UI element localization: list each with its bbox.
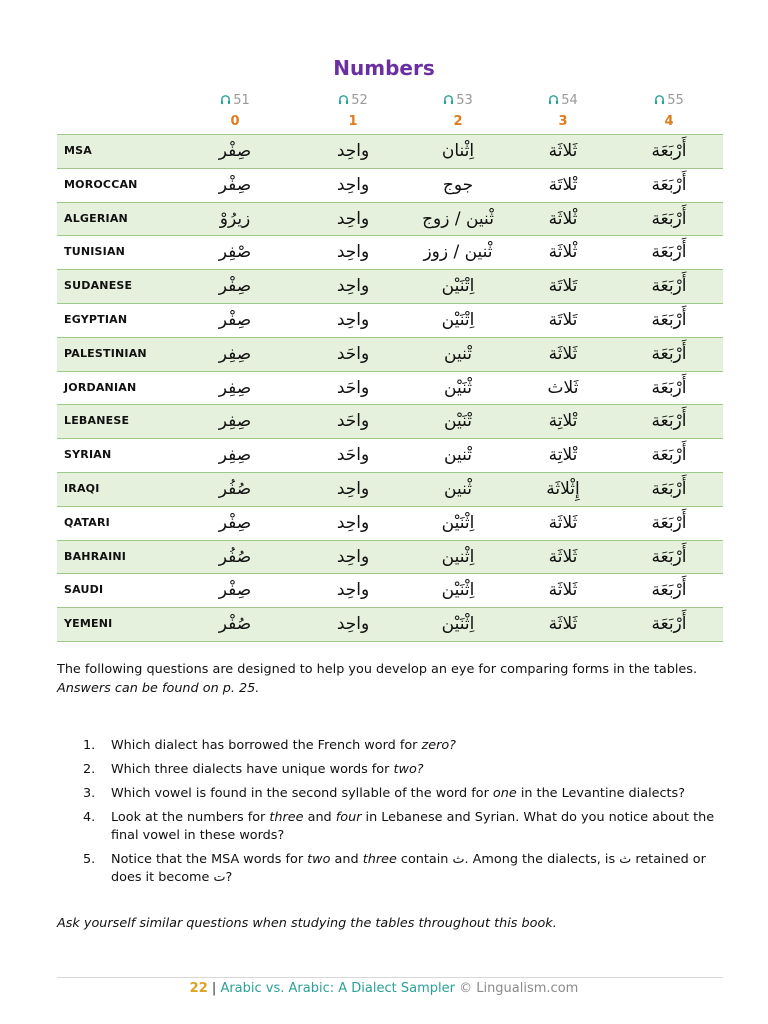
arabic-word: أَرْبَعَة: [651, 478, 687, 499]
headphones-icon: [338, 94, 349, 109]
arabic-word: واحِد: [336, 309, 370, 330]
question-text: contain ث. Among the dialects, is ث retained or does it become ت?: [111, 852, 706, 885]
copyright: © Lingualism.com: [459, 981, 579, 996]
arabic-word: صِفِر: [218, 411, 252, 432]
audio-track-1[interactable]: [323, 93, 383, 109]
arabic-word: أَرْبَعَة: [651, 411, 687, 432]
arabic-word: صِفِر: [218, 343, 252, 364]
page-title: Numbers: [333, 56, 435, 80]
arabic-word: ثْلاثَة: [548, 208, 578, 229]
intro-line: The following questions are designed to help you develop an eye for comparing forms in the tables.: [57, 662, 698, 677]
question-text: Which three dialects have unique words for: [111, 762, 394, 777]
column-number: 2: [453, 114, 463, 129]
arabic-word: واحِد: [336, 174, 370, 195]
arabic-word: أَرْبَعَة: [651, 276, 687, 297]
arabic-word: اِثْنَيْن: [441, 580, 475, 601]
arabic-word: ثَلاث: [547, 377, 579, 398]
arabic-word: تْلاتَة: [548, 174, 578, 195]
arabic-word: تْنين: [444, 343, 472, 364]
arabic-word: اِتْنَيْن: [441, 276, 475, 297]
arabic-word: صْفِر: [218, 242, 252, 263]
question-item: [57, 851, 737, 887]
table-row: [57, 135, 723, 169]
arabic-word: ثْنين / زوز: [423, 242, 493, 263]
arabic-word: واحَد: [336, 411, 370, 432]
arabic-word: صُفْر: [218, 614, 252, 635]
table-row: [57, 541, 723, 575]
dialect-name: PALESTINIAN: [64, 346, 147, 360]
column-number: 1: [348, 114, 358, 129]
table-row: [57, 169, 723, 203]
question-text: Which dialect has borrowed the French word for: [111, 738, 422, 753]
arabic-word: صِفْر: [218, 309, 252, 330]
question-item: [57, 737, 737, 755]
question-emphasis: four: [335, 810, 362, 825]
dialect-name: LEBANESE: [64, 414, 130, 428]
arabic-word: ثَلاثَة: [548, 614, 578, 635]
question-emphasis: zero?: [421, 738, 456, 753]
arabic-word: صِفْر: [218, 174, 252, 195]
arabic-word: ثَلاثَة: [548, 343, 578, 364]
arabic-word: ثْنَيْن: [444, 377, 472, 398]
dialect-name: QATARI: [64, 515, 110, 529]
arabic-word: واحِد: [336, 614, 370, 635]
arabic-word: تْلاتِة: [548, 411, 578, 432]
dialect-name: IRAQI: [64, 481, 100, 495]
question-text: in the Levantine dialects?: [516, 786, 686, 801]
arabic-word: أَرْبَعَة: [651, 377, 687, 398]
question-text: Look at the numbers for: [111, 810, 270, 825]
audio-track-number: 52: [351, 93, 368, 108]
arabic-word: واحِد: [336, 276, 370, 297]
arabic-word: ثْنين: [444, 478, 472, 499]
audio-track-number: 55: [667, 93, 684, 108]
arabic-word: اِتْنَيْن: [441, 309, 475, 330]
dialect-name: SYRIAN: [64, 448, 112, 462]
headphones-icon: [548, 94, 559, 109]
arabic-word: صُفُر: [218, 478, 252, 499]
table-row: [57, 405, 723, 439]
arabic-word: صِفْر: [218, 141, 252, 161]
table-row: [57, 372, 723, 406]
arabic-word: أَرْبَعَة: [651, 343, 687, 364]
dialect-name: MOROCCAN: [64, 177, 138, 191]
table-row: [57, 304, 723, 338]
arabic-word: أَرْبَعَة: [651, 208, 687, 229]
arabic-word: واحِد: [336, 580, 370, 601]
arabic-word: صِفِر: [218, 377, 252, 398]
page-footer: [0, 981, 768, 996]
headphones-icon: [443, 94, 454, 109]
arabic-word: صِفْر: [218, 276, 252, 297]
question-emphasis: two: [307, 852, 331, 867]
dialect-name: JORDANIAN: [64, 380, 137, 394]
question-emphasis: two?: [393, 762, 424, 777]
arabic-word: أَرْبَعَة: [651, 174, 687, 195]
dialect-name: SAUDI: [64, 583, 104, 597]
table-row: [57, 608, 723, 642]
dialect-name: BAHRAINI: [64, 549, 127, 563]
arabic-word: ثَلاثَة: [548, 546, 578, 567]
arabic-word: أَرْبَعَة: [651, 614, 687, 635]
arabic-word: جوج: [442, 174, 474, 195]
arabic-word: ثَلاثَة: [548, 141, 578, 161]
arabic-word: واحِد: [336, 478, 370, 499]
audio-track-number: 54: [561, 93, 578, 108]
question-item: [57, 761, 737, 779]
arabic-word: تْنَيْن: [444, 411, 472, 432]
question-item: [57, 785, 737, 803]
arabic-word: صِفْر: [218, 512, 252, 533]
dialect-name: YEMENI: [64, 617, 113, 631]
arabic-word: أَرْبَعَة: [651, 242, 687, 263]
arabic-word: أَرْبَعَة: [651, 141, 687, 161]
table-row: [57, 338, 723, 372]
arabic-word: واحَد: [336, 343, 370, 364]
headphones-icon: [220, 94, 231, 109]
dialect-name: ALGERIAN: [64, 211, 128, 225]
answers-note: Answers can be found on p. 25.: [57, 681, 260, 696]
question-number: 4.: [83, 810, 96, 825]
question-list: [57, 737, 737, 893]
audio-track-3[interactable]: [533, 93, 593, 109]
number-header-row: [0, 114, 768, 132]
question-text: Notice that the MSA words for: [111, 852, 308, 867]
question-text: Which vowel is found in the second syllable of the word for: [111, 786, 493, 801]
footer-separator: |: [211, 981, 217, 996]
arabic-word: اِثْنين: [441, 546, 475, 567]
arabic-word: ثَلاثَة: [548, 512, 578, 533]
arabic-word: واحِد: [336, 141, 370, 161]
book-title: Arabic vs. Arabic: A Dialect Sampler: [220, 981, 455, 996]
question-text: and: [303, 810, 336, 825]
arabic-word: صِفْر: [218, 580, 252, 601]
audio-track-row: [0, 93, 768, 111]
arabic-word: زيرُوْ: [219, 208, 251, 229]
table-row: [57, 270, 723, 304]
table-row: [57, 439, 723, 473]
question-number: 2.: [83, 762, 96, 777]
arabic-word: أَرْبَعَة: [651, 445, 687, 466]
question-emphasis: one: [492, 786, 517, 801]
arabic-word: أَرْبَعَة: [651, 512, 687, 533]
arabic-word: أَرْبَعَة: [651, 546, 687, 567]
arabic-word: واحِد: [336, 208, 370, 229]
arabic-word: ثْلاثَة: [548, 242, 578, 263]
arabic-word: إِثْلاثَة: [546, 478, 580, 499]
question-text: in Lebanese and Syrian. What do you notice about the final vowel in these words?: [111, 810, 715, 843]
arabic-word: واحِد: [336, 546, 370, 567]
arabic-word: أَرْبَعَة: [651, 309, 687, 330]
audio-track-number: 51: [233, 93, 250, 108]
arabic-word: تْنين: [444, 445, 472, 466]
question-number: 1.: [83, 738, 96, 753]
table-row: [57, 236, 723, 270]
table-row: [57, 574, 723, 608]
table-row: [57, 203, 723, 237]
numbers-table: [57, 134, 723, 642]
arabic-word: اِثْنان: [441, 141, 475, 161]
arabic-word: واحِد: [336, 512, 370, 533]
closing-note: Ask yourself similar questions when studying the tables throughout this book.: [57, 916, 557, 931]
dialect-name: TUNISIAN: [64, 245, 126, 259]
arabic-word: واحَد: [336, 445, 370, 466]
column-number: 0: [230, 114, 240, 129]
headphones-icon: [654, 94, 665, 109]
audio-track-number: 53: [456, 93, 473, 108]
dialect-name: SUDANESE: [64, 279, 133, 293]
dialect-name: EGYPTIAN: [64, 312, 128, 326]
arabic-word: تَلاتَة: [548, 309, 578, 330]
arabic-word: تْلاتِة: [548, 445, 578, 466]
arabic-word: تَلاتَة: [548, 276, 578, 297]
arabic-word: اِثْنَيْن: [441, 614, 475, 635]
arabic-word: واحِد: [336, 242, 370, 263]
arabic-word: اِثْنَيْن: [441, 512, 475, 533]
column-number: 3: [558, 114, 568, 129]
arabic-word: صُفُر: [218, 546, 252, 567]
arabic-word: واحَد: [336, 377, 370, 398]
table-row: [57, 473, 723, 507]
question-item: [57, 809, 737, 845]
question-emphasis: three: [269, 810, 304, 825]
page-number: 22: [189, 981, 208, 996]
question-number: 5.: [83, 852, 96, 867]
arabic-word: ثْنين / زوج: [422, 208, 494, 229]
column-number: 4: [664, 114, 674, 129]
table-row: [57, 507, 723, 541]
intro-paragraph: [57, 660, 737, 698]
arabic-word: صِفِر: [218, 445, 252, 466]
audio-track-4[interactable]: [639, 93, 699, 109]
audio-track-2[interactable]: [428, 93, 488, 109]
question-text: and: [330, 852, 363, 867]
audio-track-0[interactable]: [205, 93, 265, 109]
question-number: 3.: [83, 786, 96, 801]
dialect-name: MSA: [64, 144, 92, 157]
question-emphasis: three: [362, 852, 397, 867]
arabic-word: ثَلاثَة: [548, 580, 578, 601]
arabic-word: أَرْبَعَة: [651, 580, 687, 601]
footer-divider: [57, 977, 723, 978]
